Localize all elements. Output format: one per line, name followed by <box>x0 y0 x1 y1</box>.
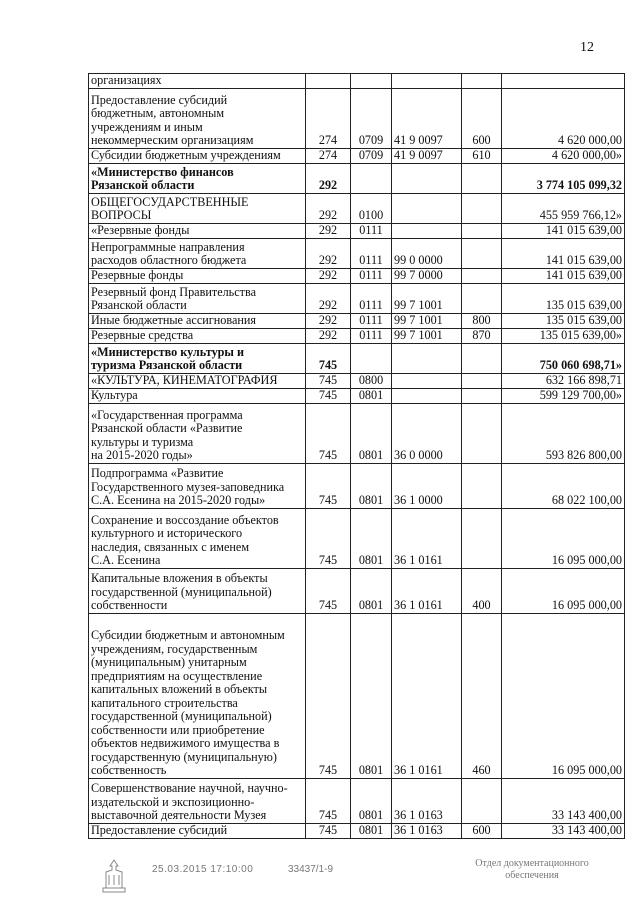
section-code-cell: 0800 <box>351 373 392 388</box>
section-code-cell: 0801 <box>351 463 392 508</box>
section-code-cell: 0111 <box>351 328 392 343</box>
target-code-cell: 99 7 0000 <box>392 268 462 283</box>
expense-type-cell <box>462 463 502 508</box>
expense-type-cell: 400 <box>462 568 502 613</box>
table-row <box>89 88 625 148</box>
table-row <box>89 343 625 373</box>
admin-code-cell: 745 <box>306 403 351 463</box>
document-footer <box>0 858 640 898</box>
section-code-cell: 0801 <box>351 823 392 838</box>
expense-type-cell <box>462 268 502 283</box>
table-row <box>89 328 625 343</box>
amount-cell: 141 015 639,00 <box>502 223 625 238</box>
target-code-cell: 36 1 0000 <box>392 463 462 508</box>
expense-type-cell: 610 <box>462 148 502 163</box>
row-name-text: ОБЩЕГОСУДАРСТВЕННЫЕ ВОПРОСЫ <box>91 194 249 222</box>
registration-date: 25.03.2015 17:10:00 <box>152 864 254 875</box>
row-name-text: «Министерство финансов Рязанской области <box>91 164 234 192</box>
row-name-cell <box>89 148 306 163</box>
target-code-cell: 99 7 1001 <box>392 328 462 343</box>
target-code-cell: 36 1 0163 <box>392 823 462 838</box>
row-name-text: Резервные фонды <box>91 268 184 282</box>
expense-type-cell <box>462 238 502 268</box>
expense-type-cell: 800 <box>462 313 502 328</box>
target-code-cell <box>392 193 462 223</box>
table-row <box>89 148 625 163</box>
expense-type-cell <box>462 223 502 238</box>
row-name-text: «КУЛЬТУРА, КИНЕМАТОГРАФИЯ <box>91 373 278 387</box>
table-row <box>89 373 625 388</box>
row-name-text: «Государственная программа Рязанской области «Развитие культуры и туризма на 2015-2020 годы» <box>91 407 243 462</box>
table-row <box>89 268 625 283</box>
row-name-text: Подпрограмма «Развитие Государственного музея-заповедника С.А. Есенина на 2015-2020 годы» <box>91 466 285 507</box>
admin-code-cell: 745 <box>306 388 351 403</box>
amount-cell: 141 015 639,00 <box>502 268 625 283</box>
table-row <box>89 568 625 613</box>
row-name-text: Сохранение и воссоздание объектов культурного и исторического наследия, связанных с именем С.А. Есенина <box>91 512 279 567</box>
admin-code-cell: 745 <box>306 343 351 373</box>
section-code-cell: 0111 <box>351 238 392 268</box>
row-name-cell <box>89 193 306 223</box>
emblem-icon <box>100 858 128 894</box>
target-code-cell: 36 1 0161 <box>392 508 462 568</box>
table-row <box>89 193 625 223</box>
section-code-cell <box>351 74 392 89</box>
admin-code-cell: 745 <box>306 508 351 568</box>
target-code-cell <box>392 223 462 238</box>
expense-type-cell <box>462 283 502 313</box>
target-code-cell <box>392 373 462 388</box>
row-name-cell <box>89 313 306 328</box>
department-stamp: Отдел документационного обеспечения <box>475 858 589 881</box>
budget-table <box>88 73 625 839</box>
row-name-text: Субсидии бюджетным учреждениям <box>91 148 281 162</box>
section-code-cell <box>351 343 392 373</box>
row-name-cell <box>89 463 306 508</box>
section-code-cell: 0100 <box>351 193 392 223</box>
target-code-cell <box>392 343 462 373</box>
admin-code-cell: 292 <box>306 163 351 193</box>
expense-type-cell <box>462 163 502 193</box>
expense-type-cell <box>462 74 502 89</box>
admin-code-cell: 274 <box>306 148 351 163</box>
admin-code-cell: 292 <box>306 268 351 283</box>
table-row <box>89 823 625 838</box>
row-name-text: Резервный фонд Правительства Рязанской области <box>91 284 256 312</box>
table-row <box>89 508 625 568</box>
row-name-cell <box>89 74 306 89</box>
section-code-cell: 0801 <box>351 778 392 823</box>
target-code-cell: 99 0 0000 <box>392 238 462 268</box>
section-code-cell <box>351 163 392 193</box>
row-name-cell <box>89 613 306 778</box>
admin-code-cell: 745 <box>306 823 351 838</box>
section-code-cell: 0709 <box>351 148 392 163</box>
row-name-cell <box>89 283 306 313</box>
admin-code-cell: 274 <box>306 88 351 148</box>
table-row <box>89 613 625 778</box>
table-row <box>89 313 625 328</box>
amount-cell: 4 620 000,00 <box>502 88 625 148</box>
row-name-text: Резервные средства <box>91 328 194 342</box>
row-name-cell <box>89 403 306 463</box>
table-row <box>89 74 625 89</box>
row-name-text: Субсидии бюджетным и автономным учреждениям, государственным (муниципальным) унитарным предприятиям на осуществление капитальных вложений в объекты капитального строительства государственной (муниципальной) собственности или приобретение объектов недвижимого имущества в государственную (муниципальную) собственность <box>91 628 285 777</box>
target-code-cell: 99 7 1001 <box>392 283 462 313</box>
target-code-cell <box>392 163 462 193</box>
admin-code-cell: 745 <box>306 568 351 613</box>
expense-type-cell <box>462 193 502 223</box>
section-code-cell: 0801 <box>351 403 392 463</box>
page-number: 12 <box>580 40 594 55</box>
row-name-text: организациях <box>91 73 162 87</box>
amount-cell: 16 095 000,00 <box>502 613 625 778</box>
admin-code-cell: 292 <box>306 223 351 238</box>
expense-type-cell <box>462 343 502 373</box>
row-name-text: Непрограммные направления расходов областного бюджета <box>91 239 247 267</box>
row-name-text: Совершенствование научной, научно- издательской и экспозиционно- выставочной деятельности Музея <box>91 781 288 822</box>
amount-cell: 632 166 898,71 <box>502 373 625 388</box>
row-name-text: Предоставление субсидий бюджетным, автономным учреждениям и иным некоммерческим организациям <box>91 92 254 147</box>
amount-cell: 33 143 400,00 <box>502 778 625 823</box>
admin-code-cell: 745 <box>306 463 351 508</box>
row-name-cell <box>89 343 306 373</box>
section-code-cell: 0111 <box>351 313 392 328</box>
amount-cell: 3 774 105 099,32 <box>502 163 625 193</box>
target-code-cell <box>392 388 462 403</box>
row-name-cell <box>89 223 306 238</box>
row-name-text: Культура <box>91 388 138 402</box>
table-row <box>89 223 625 238</box>
amount-cell: 68 022 100,00 <box>502 463 625 508</box>
expense-type-cell: 870 <box>462 328 502 343</box>
registration-code: 33437/1-9 <box>288 864 334 875</box>
amount-cell: 135 015 639,00 <box>502 283 625 313</box>
row-name-cell <box>89 268 306 283</box>
section-code-cell: 0801 <box>351 508 392 568</box>
target-code-cell: 41 9 0097 <box>392 88 462 148</box>
row-name-text: Иные бюджетные ассигнования <box>91 313 257 327</box>
table-row <box>89 778 625 823</box>
admin-code-cell: 292 <box>306 313 351 328</box>
amount-cell: 4 620 000,00» <box>502 148 625 163</box>
amount-cell: 16 095 000,00 <box>502 508 625 568</box>
amount-cell: 455 959 766,12» <box>502 193 625 223</box>
row-name-cell <box>89 508 306 568</box>
row-name-text: Предоставление субсидий <box>91 823 228 837</box>
section-code-cell: 0801 <box>351 388 392 403</box>
target-code-cell: 36 1 0163 <box>392 778 462 823</box>
section-code-cell: 0111 <box>351 223 392 238</box>
amount-cell: 593 826 800,00 <box>502 403 625 463</box>
target-code-cell: 36 1 0161 <box>392 568 462 613</box>
admin-code-cell: 745 <box>306 778 351 823</box>
admin-code-cell: 292 <box>306 328 351 343</box>
target-code-cell: 41 9 0097 <box>392 148 462 163</box>
expense-type-cell: 600 <box>462 823 502 838</box>
table-row <box>89 238 625 268</box>
expense-type-cell: 600 <box>462 88 502 148</box>
section-code-cell: 0709 <box>351 88 392 148</box>
expense-type-cell: 460 <box>462 613 502 778</box>
amount-cell: 16 095 000,00 <box>502 568 625 613</box>
target-code-cell: 99 7 1001 <box>392 313 462 328</box>
row-name-cell <box>89 88 306 148</box>
admin-code-cell: 745 <box>306 373 351 388</box>
admin-code-cell: 292 <box>306 283 351 313</box>
section-code-cell: 0111 <box>351 268 392 283</box>
admin-code-cell: 745 <box>306 613 351 778</box>
admin-code-cell: 292 <box>306 193 351 223</box>
amount-cell: 135 015 639,00 <box>502 313 625 328</box>
row-name-text: «Министерство культуры и туризма Рязанской области <box>91 344 245 372</box>
row-name-cell <box>89 778 306 823</box>
expense-type-cell <box>462 778 502 823</box>
amount-cell: 141 015 639,00 <box>502 238 625 268</box>
row-name-text: «Резервные фонды <box>91 223 190 237</box>
target-code-cell: 36 1 0161 <box>392 613 462 778</box>
section-code-cell: 0801 <box>351 568 392 613</box>
section-code-cell: 0111 <box>351 283 392 313</box>
amount-cell: 750 060 698,71» <box>502 343 625 373</box>
expense-type-cell <box>462 373 502 388</box>
admin-code-cell <box>306 74 351 89</box>
expense-type-cell <box>462 388 502 403</box>
table-row <box>89 388 625 403</box>
amount-cell: 599 129 700,00» <box>502 388 625 403</box>
row-name-cell <box>89 568 306 613</box>
row-name-cell <box>89 163 306 193</box>
admin-code-cell: 292 <box>306 238 351 268</box>
expense-type-cell <box>462 508 502 568</box>
table-row <box>89 283 625 313</box>
row-name-cell <box>89 373 306 388</box>
row-name-cell <box>89 328 306 343</box>
target-code-cell <box>392 74 462 89</box>
amount-cell <box>502 74 625 89</box>
row-name-text: Капитальные вложения в объекты государственной (муниципальной) собственности <box>91 571 272 612</box>
amount-cell: 135 015 639,00» <box>502 328 625 343</box>
row-name-cell <box>89 238 306 268</box>
row-name-cell <box>89 388 306 403</box>
section-code-cell: 0801 <box>351 613 392 778</box>
table-row <box>89 463 625 508</box>
table-row <box>89 403 625 463</box>
amount-cell: 33 143 400,00 <box>502 823 625 838</box>
row-name-cell <box>89 823 306 838</box>
expense-type-cell <box>462 403 502 463</box>
table-row <box>89 163 625 193</box>
target-code-cell: 36 0 0000 <box>392 403 462 463</box>
